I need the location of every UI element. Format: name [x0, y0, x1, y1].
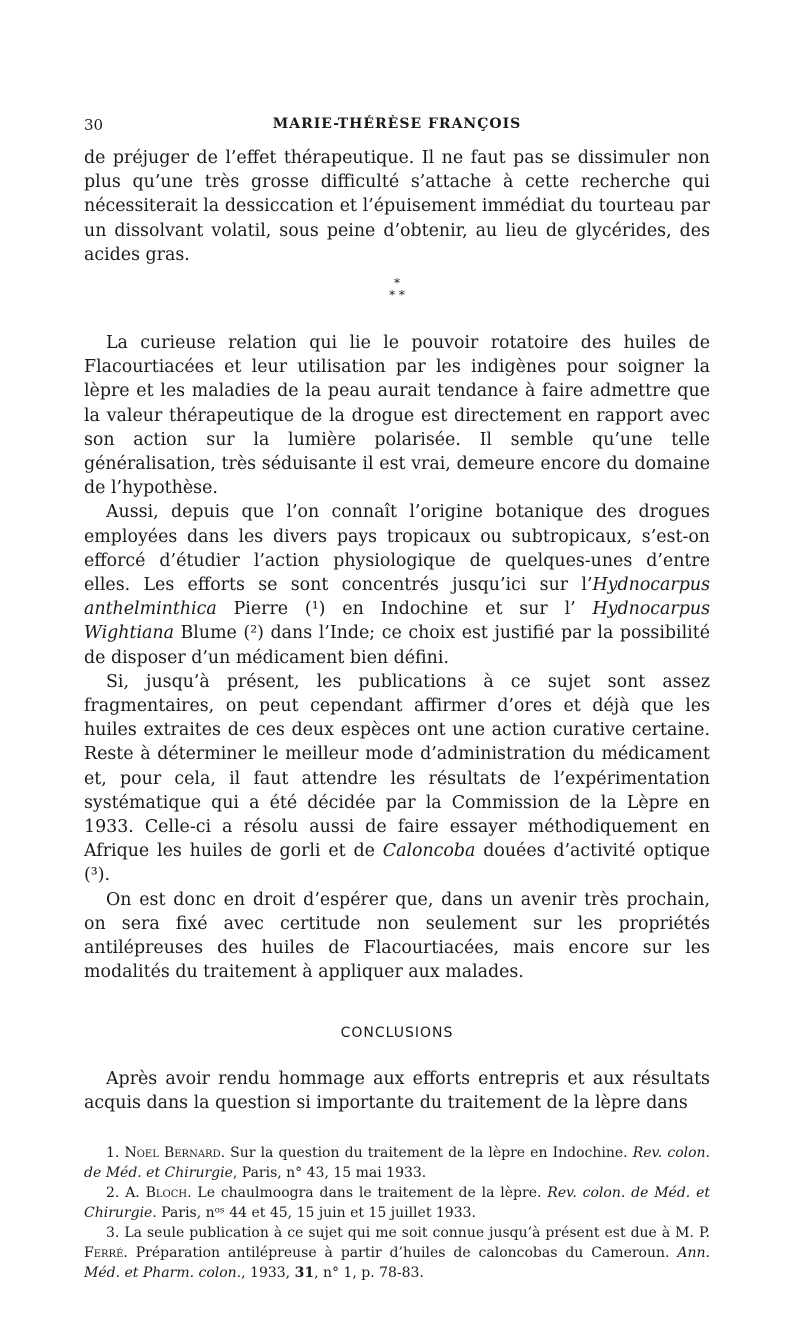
footnote-2-journal: Rev. colon. de Méd. et Chirurgie — [84, 1185, 710, 1222]
page-number: 30 — [84, 116, 104, 134]
footnote-3-author: Ferré — [84, 1245, 124, 1262]
footnote-1-author: Noel Bernard — [124, 1145, 221, 1162]
asterism-top: * — [394, 276, 400, 291]
paragraph-6: Après avoir rendu hommage aux efforts entrepris et aux résultats acquis dans la question si importante du traitement de la lèpre dans — [84, 1068, 710, 1113]
paragraph-3-text-a: Aussi, depuis que l’on connaît l’origine botanique des drogues employées dans les divers pays tropicaux ou subtropicaux, s’est-on efforcé d’étudier l’action physiologique de quelques-unes d’entre elles. Les efforts se sont concentrés jusqu’ici sur l’ — [84, 502, 710, 596]
footnote-2-author: Bloch — [145, 1185, 188, 1202]
body-text — [84, 146, 710, 1115]
paragraph-4-text-a: Si, jusqu’à présent, les publications à ce sujet sont assez fragmentaires, on peut cependant affirmer d’ores et déjà que les huiles extraites de ces deux espèces ont une action curative certaine. Reste à déterminer le meilleur mode d’administration du médicament et, pour cela, il faut attendre les résultats de l’expérimentation systématique qui a été décidée par la Commission de la Lèpre en 1933. Celle-ci a résolu aussi de faire essayer méthodiquement en Afrique les huiles de gorli et de — [84, 671, 710, 862]
paragraph-4-text-c: douées d’activité optique (³). — [84, 841, 710, 886]
footnote-3 — [84, 1223, 710, 1283]
footnote-2-title: . Le chaulmoogra dans le traitement de la lèpre. — [187, 1185, 548, 1202]
footnote-1-details: , Paris, n° 43, 15 mai 1933. — [232, 1165, 427, 1182]
species-hydnocarpus-anthelminthica: Hydnocarpus anthelminthica — [84, 575, 710, 620]
footnote-3-year: , 1933, — [241, 1265, 295, 1282]
paragraph-1: de préjuger de l’effet thérapeutique. Il ne faut pas se dissimuler non plus qu’une très grosse difficulté s’attache à cette recherche qui nécessiterait la dessiccation et l’épuisement immédiat du tourteau par un dissolvant volatil, sous peine d’obtenir, au lieu de glycérides, des acides gras. — [84, 148, 710, 265]
footnote-2 — [84, 1183, 710, 1223]
paragraph-5: On est donc en droit d’espérer que, dans un avenir très prochain, on sera fixé avec certitude non seulement sur les propriétés antilépreuses des huiles de Flacourtiacées, mais encore sur les modalités du traitement à appliquer aux malades. — [84, 889, 710, 983]
footnote-3-volume: 31 — [294, 1265, 315, 1282]
paragraph-3 — [84, 500, 710, 669]
footnote-3-journal: Ann. Méd. et Pharm. colon. — [84, 1245, 710, 1282]
footnote-2-number: 2. A. — [106, 1185, 146, 1202]
footnote-2-details: . Paris, nᵒˢ 44 et 45, 15 juin et 15 juillet 1933. — [152, 1205, 476, 1222]
footnote-1-journal: Rev. colon. de Méd. et Chirurgie — [84, 1145, 710, 1182]
species-hydnocarpus-wightiana: Hydnocarpus Wightiana — [84, 599, 710, 644]
running-head: MARIE-THÉRÈSE FRANÇOIS — [272, 116, 522, 132]
footnote-3-pages: , n° 1, p. 78-83. — [314, 1265, 424, 1282]
paragraph-2: La curieuse relation qui lie le pouvoir rotatoire des huiles de Flacourtiacées et leur utilisation par les indigènes pour soigner la lèpre et les maladies de la peau aurait tendance à faire admettre que la valeur thérapeutique de la drogue est directement en rapport avec son action sur la lumière polarisée. Il semble qu’une telle généralisation, très séduisante il est vrai, demeure encore du domaine de l’hypothèse. — [84, 333, 710, 499]
footnote-3-title: . Préparation antilépreuse à partir d’huiles de caloncobas du Cameroun. — [123, 1245, 678, 1262]
footnote-1-title: . Sur la question du traitement de la lèpre en Indochine. — [220, 1145, 633, 1162]
page-header — [84, 116, 710, 146]
asterism — [84, 277, 710, 301]
page — [84, 116, 710, 1283]
paragraph-3-text-c: Pierre (¹) en Indochine et sur l’ — [216, 599, 593, 620]
footnote-3-text: 3. La seule publication à ce sujet qui me soit connue jusqu’à présent est due à M. P. — [106, 1225, 710, 1242]
genus-caloncoba: Caloncoba — [382, 841, 476, 862]
footnote-1-number: 1. — [106, 1145, 125, 1162]
paragraph-3-text-e: Blume (²) dans l’Inde; ce choix est justifié par la possibilité de disposer d’un médicament bien défini. — [84, 623, 710, 668]
paragraph-4 — [84, 670, 710, 888]
footnotes — [84, 1143, 710, 1283]
footnote-1 — [84, 1143, 710, 1183]
section-title-conclusions: CONCLUSIONS — [340, 1024, 454, 1041]
asterism-bottom: * * — [389, 288, 405, 303]
